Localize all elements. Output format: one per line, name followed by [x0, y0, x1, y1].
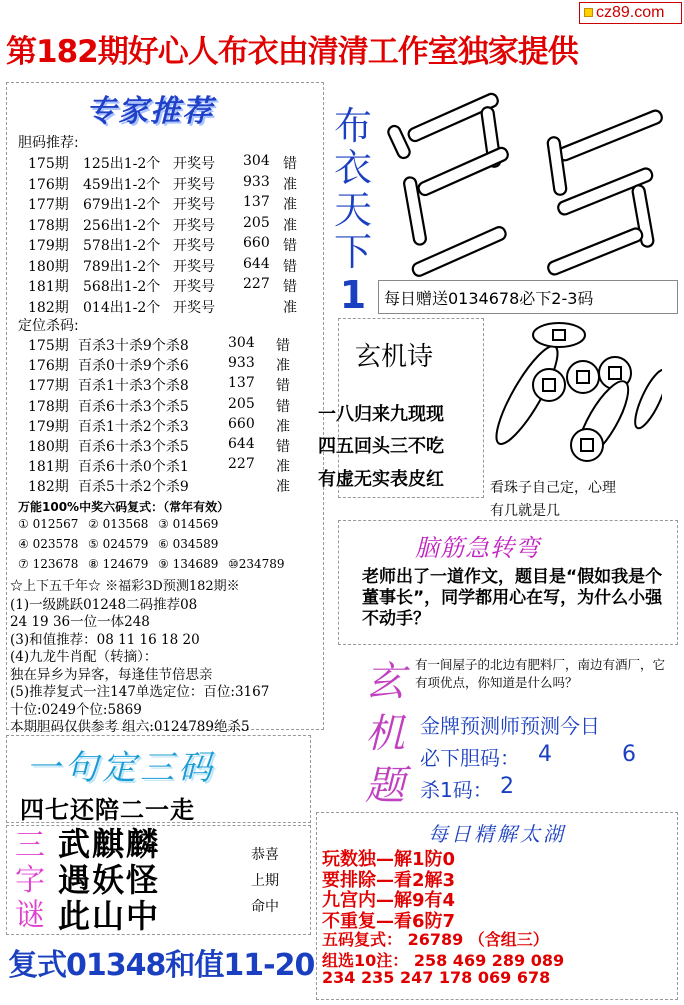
taihu-line: 要排除—看2解3 — [322, 869, 456, 891]
sanzi-line: 遇妖怪 — [58, 861, 161, 899]
dan-cell: 开奖号 — [173, 176, 215, 193]
brain-title: 脑筋急转弯 — [415, 534, 540, 562]
buyi-char: 1 — [339, 273, 367, 317]
six-cell: ⑦ 123678 — [18, 557, 79, 571]
dan-cell: 准 — [283, 176, 297, 193]
pos-cell: 准 — [276, 479, 290, 496]
fushi-text: 复式01348和值11-20 — [8, 948, 315, 983]
coins-drawing — [487, 315, 662, 475]
riddle-char: 题 — [365, 763, 405, 809]
dan-cell: 开奖号 — [173, 197, 215, 213]
gold-title: 金牌预测师预测今日 — [420, 714, 600, 738]
dan-cell: 180期 — [28, 258, 69, 275]
taihu-title: 每日精解太湖 — [428, 822, 566, 846]
dan-cell: 176期 — [28, 176, 69, 193]
dan-cell: 开奖号 — [173, 258, 215, 275]
riddle-title — [360, 656, 410, 812]
pos-cell: 304 — [228, 335, 255, 351]
pos-cell: 178期 — [28, 398, 69, 415]
pos-cell: 百杀6十杀3个杀5 — [78, 398, 189, 415]
six-cell: ① 012567 — [18, 517, 79, 531]
sanzi-side — [8, 828, 52, 933]
dan-cell: 227 — [243, 276, 270, 292]
oneline-phrase: 四七还陪二一走 — [20, 796, 195, 824]
sanzi-line: 此山中 — [58, 897, 161, 935]
pos-cell: 错 — [276, 398, 290, 415]
watermark-text: cz89.com — [596, 4, 665, 21]
oneline-title: 一句定三码 — [26, 748, 216, 788]
dan-cell: 错 — [283, 238, 297, 254]
pos-cell: 百杀6十杀0个杀1 — [78, 459, 189, 476]
pos-cell: 182期 — [28, 479, 69, 496]
coin-note-2: 有几就是几 — [490, 503, 560, 519]
pos-cell: 227 — [228, 456, 255, 473]
page-title: 第182期好心人布衣由清清工作室独家提供 — [6, 34, 578, 70]
taihu-line: 234 235 247 178 069 678 — [322, 968, 551, 987]
pos-cell: 933 — [228, 355, 255, 372]
buyi-char: 衣 — [333, 146, 372, 190]
dan-cell: 179期 — [28, 238, 69, 254]
sanzi-side-char: 谜 — [15, 898, 45, 933]
dan-cell: 错 — [283, 258, 297, 275]
dan-cell: 679出1-2个 — [83, 197, 161, 213]
dan-cell: 182期 — [28, 299, 69, 316]
pos-cell: 644 — [228, 436, 255, 452]
forecast-line: 独在异乡为异客，每逢佳节倍思亲 — [10, 666, 213, 683]
pos-cell: 错 — [276, 378, 290, 395]
dan-cell: 错 — [283, 156, 297, 172]
sanzi-note-line: 命中 — [251, 899, 279, 915]
dan-cell: 568出1-2个 — [83, 279, 161, 295]
pos-cell: 百杀1十杀3个杀8 — [78, 378, 189, 395]
sanzi-line: 武麒麟 — [58, 825, 161, 863]
pos-cell: 百杀0十杀9个杀6 — [78, 358, 189, 375]
taihu-line: 九宫内—解9有4 — [322, 890, 456, 911]
big-digits-drawing — [385, 85, 675, 280]
dan-cell: 256出1-2个 — [83, 217, 161, 234]
riddle-char: 玄 — [365, 659, 405, 705]
pos-cell: 百杀6十杀3个杀5 — [78, 439, 189, 455]
dan-cell: 137 — [243, 194, 270, 210]
dan-cell: 181期 — [28, 279, 69, 295]
dan-cell: 准 — [283, 299, 297, 316]
taihu-line: 组选10注： 258 469 289 089 — [322, 950, 565, 970]
dan-cell: 125出1-2个 — [83, 156, 161, 172]
forecast-line: (3)和值推荐：08 11 16 18 20 — [10, 631, 200, 648]
pos-cell: 179期 — [28, 418, 69, 435]
brain-text: 老师出了一道作文，题目是“假如我是个董事长”，同学都用心在写，为什么小强不动手？ — [362, 567, 663, 629]
six-cell: ④ 023578 — [18, 537, 79, 551]
pos-cell: 错 — [276, 338, 290, 354]
pos-cell: 错 — [276, 439, 290, 455]
dan-cell: 错 — [283, 279, 297, 295]
poem-line: 有虚无实表皮红 — [318, 469, 444, 490]
pos-cell: 百杀5十杀2个杀9 — [78, 479, 189, 496]
buyi-char: 下 — [333, 230, 372, 274]
six-cell: ⑨ 134689 — [158, 557, 219, 571]
pos-cell: 205 — [228, 395, 255, 412]
pos-cell: 准 — [276, 358, 290, 375]
watermark-badge[interactable] — [579, 2, 682, 24]
dan-cell: 准 — [283, 197, 297, 213]
pos-cell: 660 — [228, 415, 255, 432]
dan-cell: 014出1-2个 — [83, 299, 161, 316]
dan-label: 必下胆码： — [420, 746, 520, 770]
six-heading: 万能100%中奖六码复式：（常年有效） — [18, 500, 230, 514]
forecast-line: 十位:0249个位:5869 — [10, 701, 142, 718]
six-cell: ② 013568 — [88, 517, 149, 531]
dan-cell: 175期 — [28, 156, 69, 172]
dan-cell: 205 — [243, 214, 270, 231]
dan-cell: 177期 — [28, 197, 69, 213]
forecast-line: 24 19 36一位一体248 — [10, 614, 150, 630]
pos-cell: 177期 — [28, 378, 69, 395]
six-cell: ⑤ 024579 — [88, 537, 149, 551]
pos-cell: 百杀3十杀9个杀8 — [78, 338, 189, 354]
sanzi-side-char: 三 — [15, 828, 45, 863]
sanzi-note-line: 恭喜 — [251, 847, 279, 863]
sanzi-side-char: 字 — [15, 863, 45, 898]
dan-heading: 胆码推荐: — [18, 135, 79, 151]
poem-line: 一八归来九现现 — [318, 404, 444, 425]
taihu-line: 不重复—看6防7 — [322, 910, 456, 932]
forecast-line: (5)推荐复式一注147单选定位：百位:3167 — [10, 684, 270, 700]
dan-cell: 准 — [283, 217, 297, 234]
pos-heading: 定位杀码: — [18, 318, 79, 334]
poem-title: 玄机诗 — [355, 342, 434, 372]
dan-cell: 开奖号 — [173, 217, 215, 234]
dan-value-b: 6 — [622, 742, 636, 767]
buyi-char: 天 — [333, 188, 372, 232]
dan-cell: 304 — [243, 153, 270, 169]
six-cell: ⑧ 124679 — [88, 557, 149, 571]
dan-cell: 开奖号 — [173, 238, 215, 254]
pos-cell: 137 — [228, 375, 255, 392]
dan-cell: 644 — [243, 255, 270, 272]
buyi-title — [330, 105, 376, 317]
dan-cell: 789出1-2个 — [83, 258, 161, 275]
coin-note-1: 看珠子自己定，心理 — [490, 480, 616, 496]
pos-cell: 176期 — [28, 358, 69, 375]
forecast-line: (4)九龙牛肖配（转摘）： — [10, 649, 158, 665]
dan-cell: 578出1-2个 — [83, 238, 161, 254]
poem-line: 四五回头三不吃 — [318, 436, 444, 457]
kill-value: 2 — [500, 774, 514, 799]
sanzi-note-line: 上期 — [251, 873, 279, 889]
gift-text: 每日赠送0134678必下2-3码 — [384, 289, 594, 308]
forecast-line: (1)一级跳跃01248二码推荐08 — [10, 596, 198, 613]
dan-cell: 459出1-2个 — [83, 176, 161, 193]
dan-cell: 660 — [243, 235, 270, 251]
riddle-text: 有一间屋子的北边有肥料厂，南边有酒厂，它有项优点，你知道是什么吗？ — [415, 657, 666, 690]
watermark-square-icon — [584, 8, 593, 17]
dan-cell: 开奖号 — [173, 156, 215, 172]
dan-cell: 933 — [243, 173, 270, 190]
kill-label: 杀1码： — [420, 778, 493, 802]
pos-cell: 180期 — [28, 439, 69, 455]
dan-value-a: 4 — [538, 742, 552, 767]
six-cell: ⑥ 034589 — [158, 537, 219, 551]
expert-title: 专家推荐 — [86, 94, 214, 129]
dan-cell: 178期 — [28, 217, 69, 234]
sanzi-note — [240, 842, 290, 920]
dan-cell: 开奖号 — [173, 299, 215, 316]
six-cell: ⑩234789 — [228, 557, 285, 571]
pos-cell: 准 — [276, 418, 290, 435]
taihu-line: 玩数独—解1防0 — [322, 849, 456, 870]
riddle-char: 机 — [365, 711, 405, 757]
dan-cell: 开奖号 — [173, 279, 215, 295]
six-cell: ③ 014569 — [158, 517, 219, 531]
buyi-char: 布 — [333, 104, 372, 148]
pos-cell: 175期 — [28, 338, 69, 354]
forecast-line: ☆上下五千年☆ ※福彩3D预测182期※ — [10, 579, 240, 594]
taihu-line: 五码复式： 26789 （含组三） — [322, 930, 549, 949]
forecast-line: 本期胆码仅供参考 组六:0124789绝杀5 — [10, 719, 250, 735]
pos-cell: 准 — [276, 459, 290, 476]
pos-cell: 百杀1十杀2个杀3 — [78, 418, 189, 435]
pos-cell: 181期 — [28, 459, 69, 476]
